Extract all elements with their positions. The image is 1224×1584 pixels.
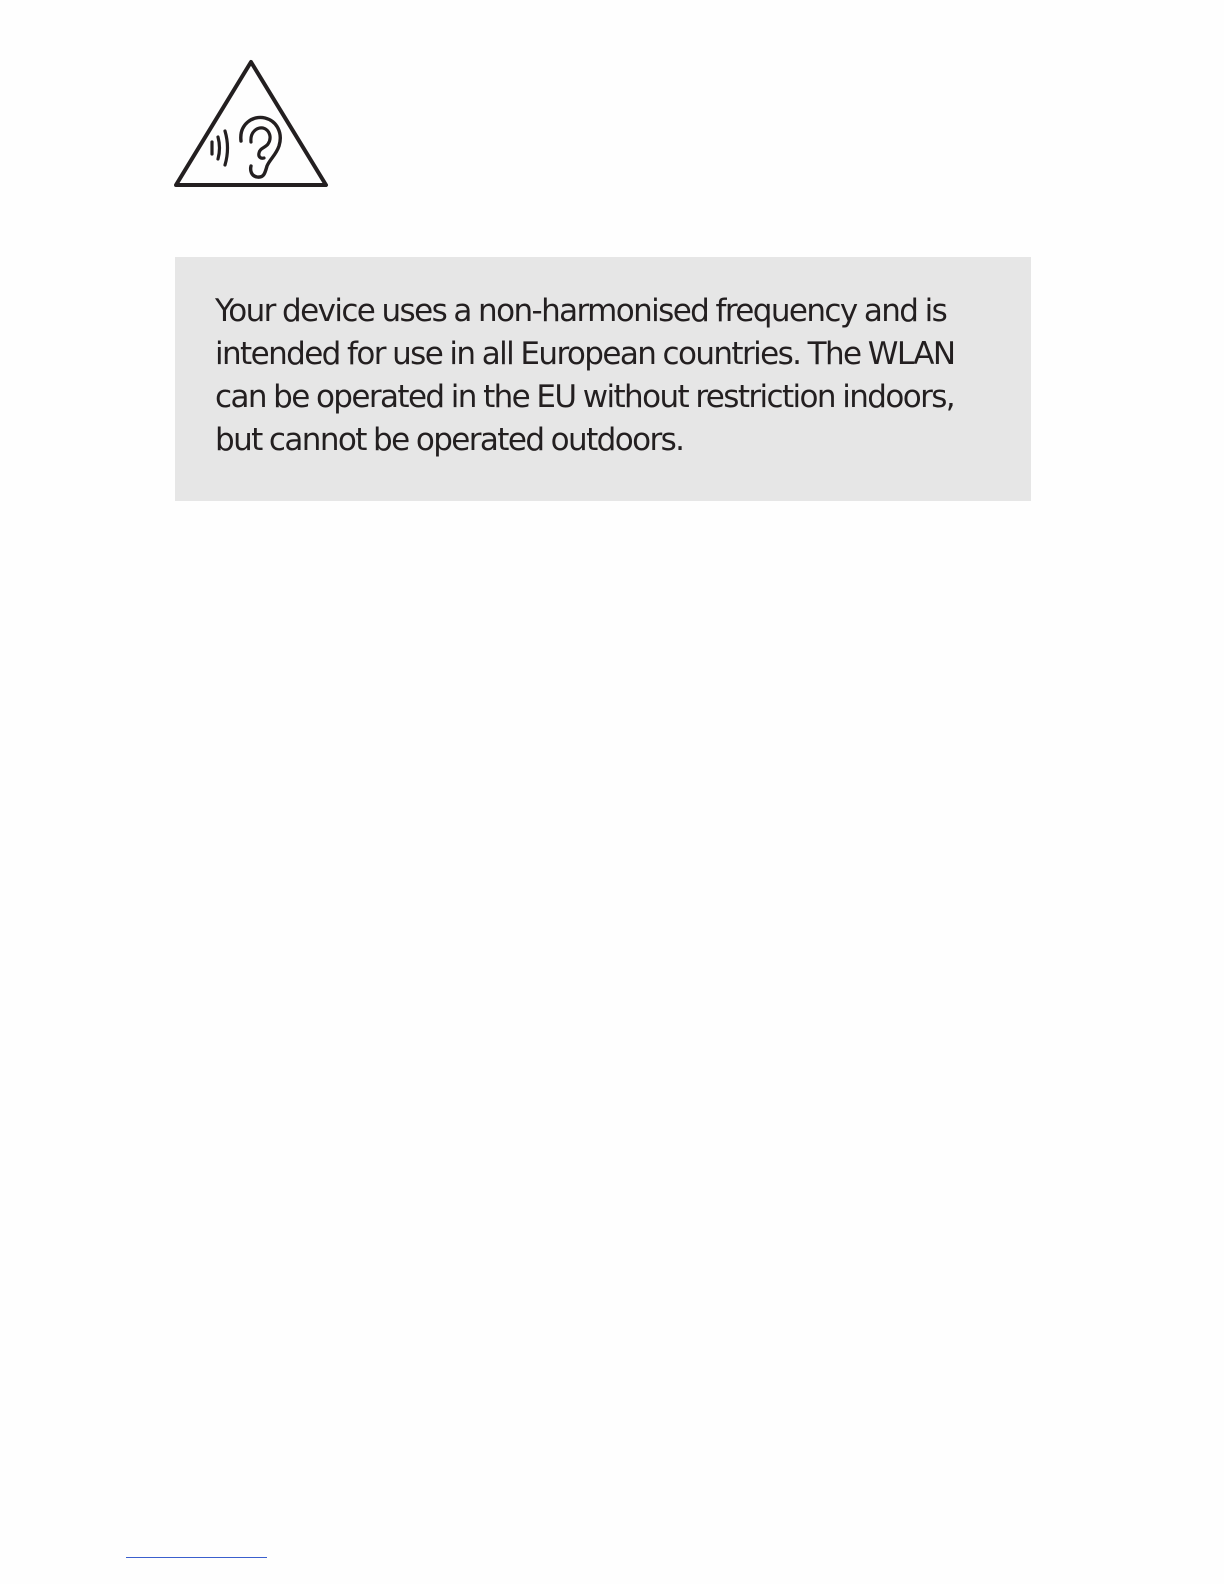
notice-text: Your device uses a non-harmonised frequency and is intended for use in all European countries. The WLAN can be operated in the EU without restriction indoors, but cannot be operated outdoors.	[215, 293, 955, 458]
notice-box	[175, 257, 1031, 501]
footer-rule	[126, 1557, 267, 1558]
hearing-warning-icon	[173, 58, 329, 190]
